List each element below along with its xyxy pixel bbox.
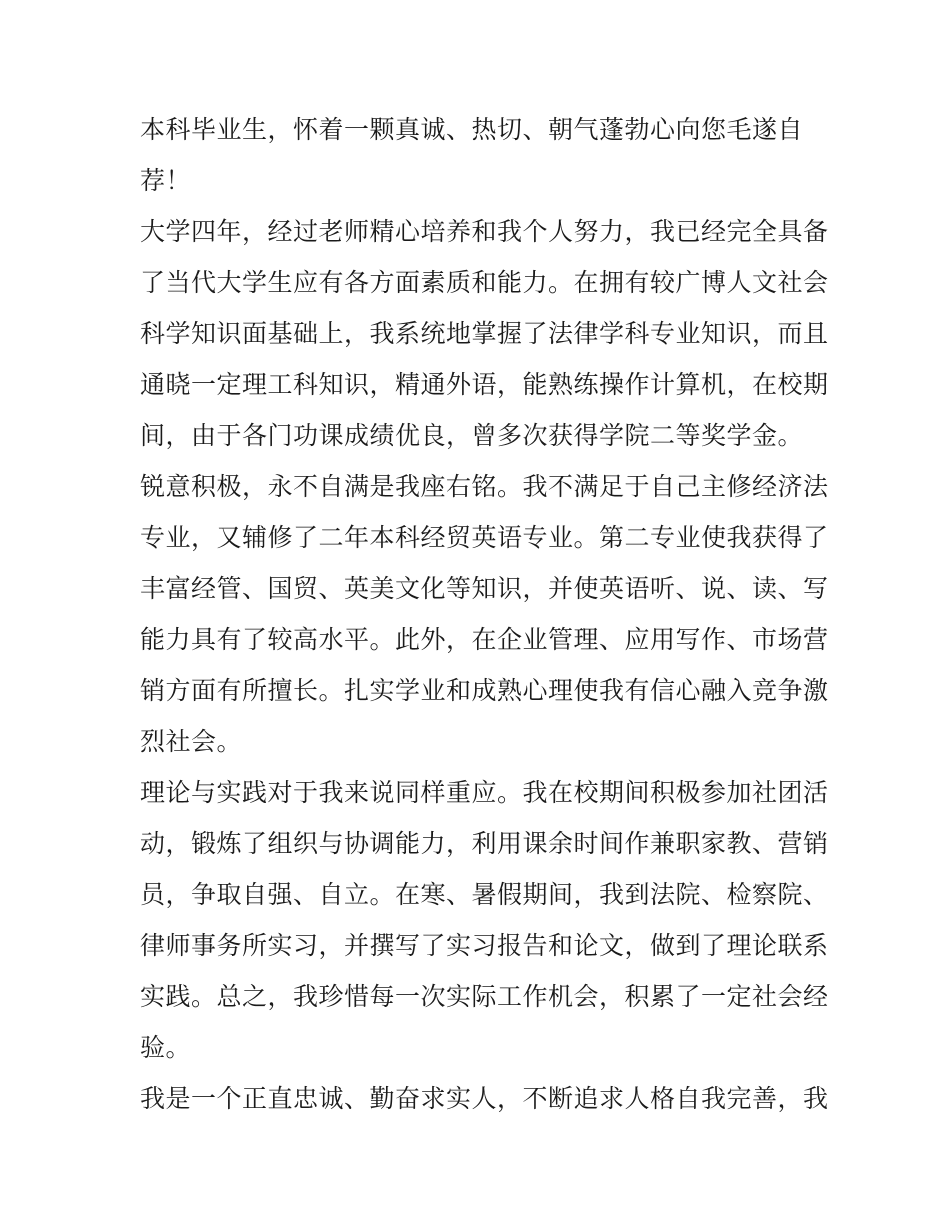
- text-line: 丰富经管、国贸、英美文化等知识，并使英语听、说、读、写: [140, 574, 829, 603]
- text-line: 科学知识面基础上，我系统地掌握了法律学科专业知识，而且: [140, 319, 829, 348]
- text-line: 能力具有了较高水平。此外，在企业管理、应用写作、市场营: [140, 625, 829, 654]
- text-line: 员，争取自强、自立。在寒、暑假期间，我到法院、检察院、: [140, 880, 829, 909]
- text-line: 动，锻炼了组织与协调能力，利用课余时间作兼职家教、营销: [140, 829, 829, 858]
- text-line: 间，由于各门功课成绩优良，曾多次获得学院二等奖学金。: [140, 421, 804, 450]
- text-line: 我是一个正直忠诚、勤奋求实人，不断追求人格自我完善，我: [140, 1084, 829, 1113]
- text-line: 大学四年，经过老师精心培养和我个人努力，我已经完全具备: [140, 217, 829, 246]
- text-line: 通晓一定理工科知识，精通外语，能熟练操作计算机，在校期: [140, 370, 829, 399]
- text-line: 烈社会。: [140, 727, 243, 756]
- text-line: 验。: [140, 1033, 192, 1062]
- text-line: 了当代大学生应有各方面素质和能力。在拥有较广博人文社会: [140, 268, 829, 297]
- text-line: 本科毕业生，怀着一颗真诚、热切、朝气蓬勃心向您毛遂自: [140, 115, 804, 144]
- text-line: 荐！: [140, 166, 192, 195]
- text-line: 律师事务所实习，并撰写了实习报告和论文，做到了理论联系: [140, 931, 829, 960]
- text-line: 实践。总之，我珍惜每一次实际工作机会，积累了一定社会经: [140, 982, 829, 1011]
- text-line: 专业，又辅修了二年本科经贸英语专业。第二专业使我获得了: [140, 523, 829, 552]
- text-line: 锐意积极，永不自满是我座右铭。我不满足于自己主修经济法: [140, 472, 829, 501]
- text-line: 销方面有所擅长。扎实学业和成熟心理使我有信心融入竞争激: [140, 676, 829, 705]
- text-line: 理论与实践对于我来说同样重应。我在校期间积极参加社团活: [140, 778, 829, 807]
